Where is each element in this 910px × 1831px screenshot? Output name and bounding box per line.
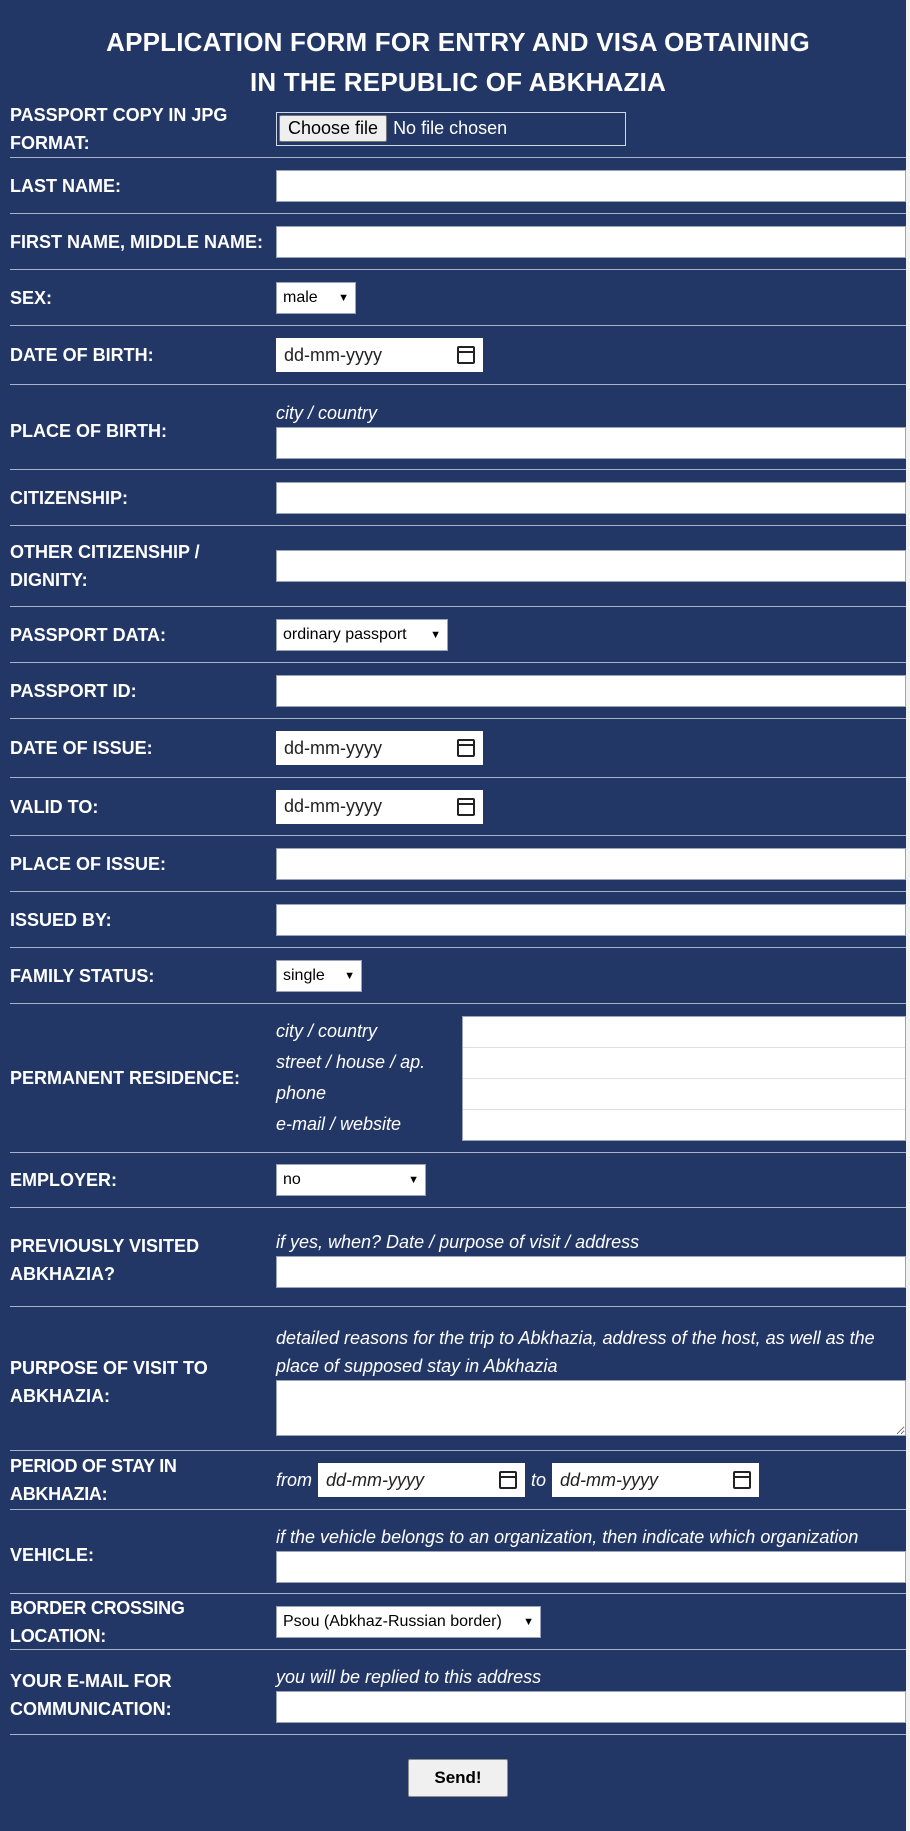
employer-label: EMPLOYER: — [10, 1170, 118, 1190]
vehicle-label: VEHICLE: — [10, 1544, 95, 1565]
row-family-status — [10, 948, 906, 1004]
row-employer — [10, 1153, 906, 1208]
row-previous-visit — [10, 1208, 906, 1307]
previous-visit-input[interactable] — [276, 1256, 906, 1288]
passport-data-label: PASSPORT DATA: — [10, 624, 166, 645]
residence-phone-label: phone — [276, 1082, 327, 1103]
purpose-label: PURPOSE OF VISIT TO ABKHAZIA: — [10, 1357, 208, 1406]
residence-city-input[interactable] — [463, 1017, 905, 1048]
chevron-down-icon: ▼ — [344, 969, 355, 982]
issued-by-label: ISSUED BY: — [10, 909, 112, 930]
calendar-icon[interactable] — [457, 346, 475, 364]
period-to-label: to — [531, 1469, 547, 1490]
family-status-label: FAMILY STATUS: — [10, 965, 155, 986]
residence-street-label: street / house / ap. — [276, 1051, 426, 1072]
email-input[interactable] — [276, 1691, 906, 1723]
border-label: BORDER CROSSING LOCATION: — [10, 1597, 185, 1646]
date-of-issue-input[interactable] — [276, 731, 483, 765]
row-purpose — [10, 1307, 906, 1451]
place-of-birth-hint: city / country — [276, 403, 378, 423]
period-to-placeholder: dd-mm-yyyy — [560, 1469, 659, 1490]
row-other-citizenship — [10, 526, 906, 607]
purpose-hint: detailed reasons for the trip to Abkhazia, address of the host, as well as the place of supposed stay in Abkhazia — [276, 1327, 875, 1376]
row-border — [10, 1594, 906, 1650]
sex-value: male — [283, 288, 318, 306]
residence-email-label: e-mail / website — [276, 1113, 402, 1134]
row-vehicle — [10, 1510, 906, 1594]
first-name-label: FIRST NAME, MIDDLE NAME: — [10, 231, 263, 252]
last-name-input[interactable] — [276, 170, 906, 202]
previous-visit-hint: if yes, when? Date / purpose of visit / address — [276, 1232, 640, 1252]
permanent-residence-label: PERMANENT RESIDENCE: — [10, 1068, 241, 1088]
passport-id-input[interactable] — [276, 675, 906, 707]
sex-label: SEX: — [10, 287, 53, 308]
row-passport-id — [10, 663, 906, 719]
sex-select[interactable] — [276, 282, 356, 314]
place-of-birth-input[interactable] — [276, 427, 906, 459]
valid-to-placeholder: dd-mm-yyyy — [284, 796, 382, 816]
passport-copy-label: PASSPORT COPY IN JPG FORMAT: — [10, 104, 228, 153]
residence-email-input[interactable] — [463, 1110, 905, 1140]
calendar-icon[interactable] — [499, 1471, 517, 1489]
issued-by-input[interactable] — [276, 904, 906, 936]
row-date-of-issue — [10, 719, 906, 778]
purpose-textarea[interactable] — [276, 1380, 906, 1436]
previous-visit-label: PREVIOUSLY VISITED ABKHAZIA? — [10, 1236, 200, 1284]
date-of-issue-label: DATE OF ISSUE: — [10, 738, 153, 758]
page-edge — [906, 0, 910, 1831]
row-citizenship — [10, 470, 906, 526]
send-button[interactable]: Send! — [408, 1759, 508, 1797]
period-label: PERIOD OF STAY IN ABKHAZIA: — [10, 1456, 177, 1504]
title-line-2: IN THE REPUBLIC OF ABKHAZIA — [249, 67, 667, 97]
period-to-input[interactable] — [552, 1463, 759, 1497]
row-place-of-issue — [10, 836, 906, 892]
employer-value: no — [283, 1171, 301, 1188]
row-first-name — [10, 214, 906, 270]
other-citizenship-input[interactable] — [276, 550, 906, 582]
valid-to-label: VALID TO: — [10, 796, 99, 817]
vehicle-hint: if the vehicle belongs to an organization, then indicate which organization — [276, 1526, 859, 1547]
dob-label: DATE OF BIRTH: — [10, 345, 154, 365]
citizenship-input[interactable] — [276, 482, 906, 514]
place-of-birth-label: PLACE OF BIRTH: — [10, 421, 167, 441]
vehicle-input[interactable] — [276, 1551, 906, 1583]
title-line-1: APPLICATION FORM FOR ENTRY AND VISA OBTAINING — [106, 27, 810, 57]
chevron-down-icon: ▼ — [408, 1174, 419, 1186]
row-sex — [10, 270, 906, 326]
email-label: YOUR E-MAIL FOR COMMUNICATION: — [10, 1671, 172, 1719]
row-permanent-residence — [10, 1004, 906, 1153]
chevron-down-icon: ▼ — [523, 1615, 534, 1628]
dob-date-input[interactable] — [276, 338, 483, 372]
place-of-issue-input[interactable] — [276, 848, 906, 880]
employer-select[interactable] — [276, 1164, 426, 1196]
period-from-label: from — [276, 1469, 312, 1490]
email-hint: you will be replied to this address — [276, 1667, 542, 1687]
date-of-issue-placeholder: dd-mm-yyyy — [284, 737, 382, 758]
passport-id-label: PASSPORT ID: — [10, 680, 137, 701]
family-status-value: single — [283, 966, 325, 984]
row-place-of-birth — [10, 385, 906, 470]
send-row — [10, 1735, 906, 1797]
citizenship-label: CITIZENSHIP: — [10, 487, 129, 508]
chevron-down-icon: ▼ — [430, 628, 441, 641]
dob-placeholder: dd-mm-yyyy — [284, 344, 382, 365]
place-of-issue-label: PLACE OF ISSUE: — [10, 853, 167, 874]
row-dob — [10, 326, 906, 385]
last-name-label: LAST NAME: — [10, 175, 121, 196]
calendar-icon[interactable] — [733, 1471, 751, 1489]
row-passport-data — [10, 607, 906, 663]
period-from-placeholder: dd-mm-yyyy — [326, 1469, 424, 1490]
row-valid-to — [10, 778, 906, 836]
page-title — [10, 0, 906, 98]
valid-to-input[interactable] — [276, 790, 483, 824]
row-issued-by — [10, 892, 906, 948]
chevron-down-icon: ▼ — [338, 291, 349, 304]
period-from-input[interactable] — [318, 1463, 525, 1497]
row-email — [10, 1650, 906, 1735]
passport-type-select[interactable] — [276, 619, 448, 651]
residence-phone-input[interactable] — [463, 1079, 905, 1110]
residence-street-input[interactable] — [463, 1048, 905, 1079]
residence-city-label: city / country — [276, 1020, 378, 1041]
calendar-icon[interactable] — [457, 798, 475, 816]
first-name-input[interactable] — [276, 226, 906, 258]
row-period — [10, 1451, 906, 1510]
border-select[interactable] — [276, 1606, 541, 1638]
passport-file-input[interactable] — [276, 112, 626, 146]
row-passport-copy — [10, 98, 906, 158]
file-status: No file chosen — [393, 118, 508, 138]
choose-file-button[interactable]: Choose file — [279, 115, 387, 142]
other-citizenship-label: OTHER CITIZENSHIP / DIGNITY: — [10, 542, 200, 590]
passport-type-value: ordinary passport — [283, 625, 407, 643]
row-last-name — [10, 158, 906, 214]
calendar-icon[interactable] — [457, 739, 475, 757]
family-status-select[interactable] — [276, 960, 362, 992]
border-value: Psou (Abkhaz-Russian border) — [283, 1612, 502, 1630]
